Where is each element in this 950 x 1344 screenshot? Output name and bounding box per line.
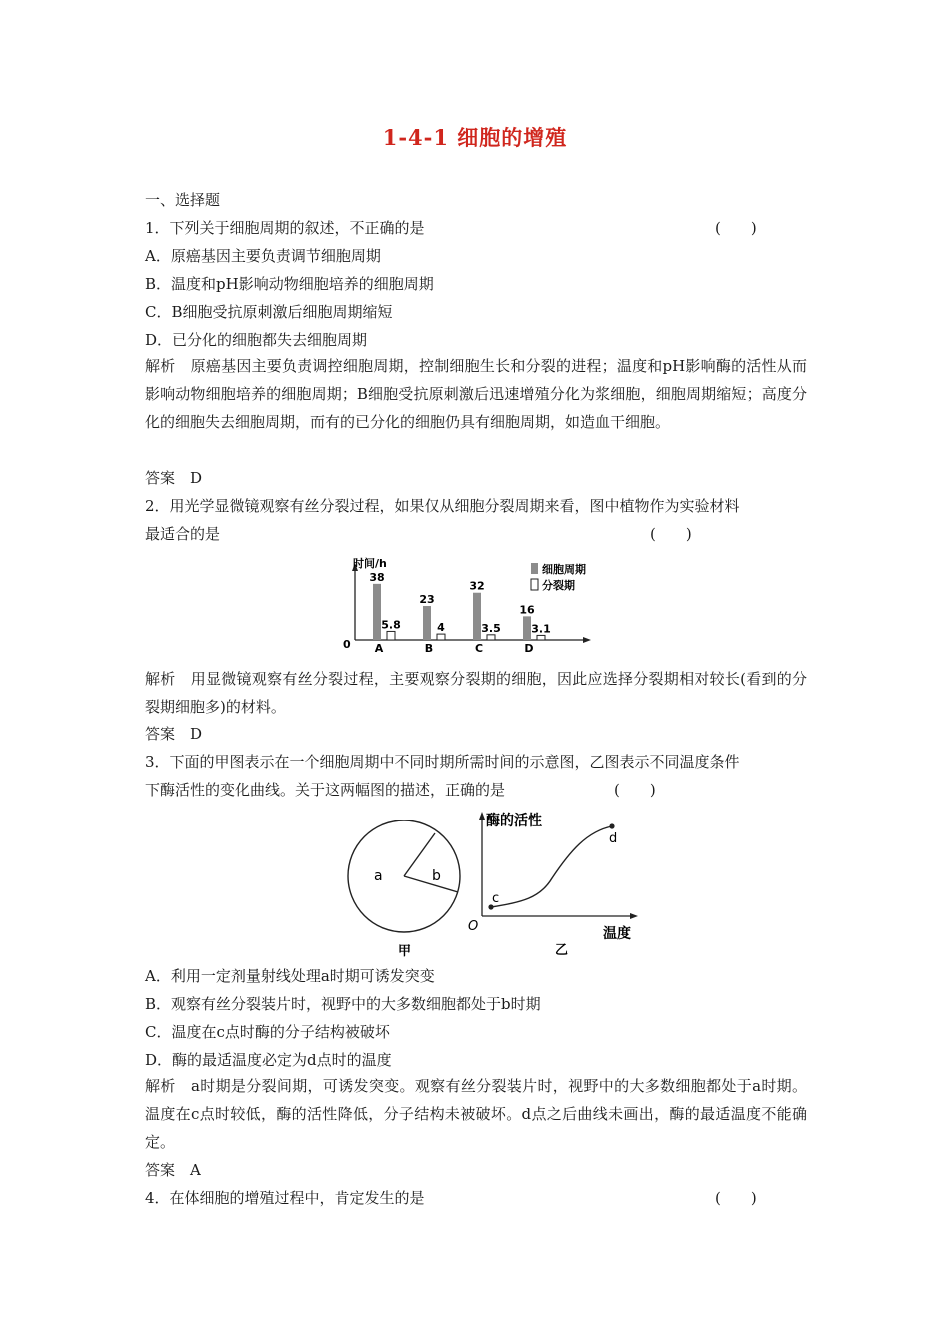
q2-stem-line1: 2．用光学显微镜观察有丝分裂过程，如果仅从细胞分裂周期来看，图中植物作为实验材料 xyxy=(145,497,740,515)
q1-bracket: ( ) xyxy=(715,219,757,237)
bar-cycle-c xyxy=(473,593,481,640)
q1-option-b: B．温度和pH影响动物细胞培养的细胞周期 xyxy=(145,275,434,293)
q3-analysis: 解析 a时期是分裂间期，可诱发突变。观察有丝分裂装片时，视野中的大多数细胞都处于a时期。温度在c点时较低，酶的活性降低，分子结构未被破坏。d点之后曲线未画出，酶的最适温度不能确定。 xyxy=(145,1077,807,1151)
page-title: 1-4-1 细胞的增殖 xyxy=(382,125,568,150)
legend-label-division: 分裂期 xyxy=(542,579,575,592)
q3-stem-line1: 3．下面的甲图表示在一个细胞周期中不同时期所需时间的示意图，乙图表示不同温度条件 xyxy=(145,753,740,771)
yi-ylabel: 酶的活性 xyxy=(486,813,542,829)
legend-label-cycle: 细胞周期 xyxy=(542,563,586,576)
data-label-division-a: 5.8 xyxy=(381,618,401,632)
bar-cycle-a xyxy=(373,584,381,640)
q3-option-d: D．酶的最适温度必定为d点时的温度 xyxy=(145,1051,392,1069)
q3-bracket: ( ) xyxy=(614,781,656,799)
q2-stem-line2: 最适合的是 xyxy=(145,525,221,543)
bar-division-c xyxy=(487,635,495,640)
q1-answer: 答案 D xyxy=(145,469,203,487)
category-label-a: A xyxy=(374,642,384,655)
data-label-cycle-a: 38 xyxy=(369,570,385,584)
x-axis-arrow xyxy=(583,637,591,643)
section-heading: 一、选择题 xyxy=(145,191,221,209)
q4-stem: 4．在体细胞的增殖过程中，肯定发生的是 xyxy=(145,1189,425,1207)
category-label-b: B xyxy=(424,642,434,655)
yi-origin-label: O xyxy=(468,919,479,934)
origin-label: 0 xyxy=(343,638,351,651)
figure-yi xyxy=(462,806,642,961)
bar-division-b xyxy=(437,634,445,640)
category-label-c: C xyxy=(474,642,484,655)
q1-stem: 1．下列关于细胞周期的叙述，不正确的是 xyxy=(145,219,425,237)
q3-option-a: A．利用一定剂量射线处理a时期可诱发突变 xyxy=(145,967,435,985)
point-d-label: d xyxy=(609,831,618,846)
q3-option-c: C．温度在c点时酶的分子结构被破坏 xyxy=(145,1023,390,1041)
y-axis-label: 时间/h xyxy=(353,557,387,570)
bar-cycle-b xyxy=(423,606,431,640)
legend-swatch-division xyxy=(531,579,538,590)
q1-option-c: C．B细胞受抗原刺激后细胞周期缩短 xyxy=(145,303,393,321)
bar-cycle-d xyxy=(523,616,531,640)
q1-option-d: D．已分化的细胞都失去细胞周期 xyxy=(145,331,368,349)
figure-jia-caption: 甲 xyxy=(398,944,412,959)
bar-chart xyxy=(335,555,625,660)
bar-division-d xyxy=(537,635,545,640)
data-label-division-d: 3.1 xyxy=(531,622,551,636)
data-label-cycle-b: 23 xyxy=(419,593,435,607)
q1-analysis: 解析 原癌基因主要负责调控细胞周期，控制细胞生长和分裂的进程；温度和pH影响酶的活性从而影响动物细胞培养的细胞周期；B细胞受抗原刺激后迅速增殖分化为浆细胞，细胞周期缩短；高度分化的细胞失去细胞周期，而有的已分化的细胞仍具有细胞周期，如造血干细胞。 xyxy=(145,357,807,431)
sector-a-label: a xyxy=(374,868,383,884)
category-label-d: D xyxy=(524,642,534,655)
data-label-division-b: 4 xyxy=(437,621,445,635)
q2-analysis: 解析 用显微镜观察有丝分裂过程，主要观察分裂期的细胞，因此应选择分裂期相对较长(看到的分裂期细胞多)的材料。 xyxy=(145,670,807,716)
q1-option-a: A．原癌基因主要负责调节细胞周期 xyxy=(145,247,381,265)
q3-answer: 答案 A xyxy=(145,1161,201,1179)
sector-b-label: b xyxy=(432,868,441,884)
q2-answer: 答案 D xyxy=(145,725,203,743)
q3-stem-line2: 下酶活性的变化曲线。关于这两幅图的描述，正确的是 xyxy=(145,781,506,799)
data-label-division-c: 3.5 xyxy=(481,621,501,635)
q2-bracket: ( ) xyxy=(650,525,692,543)
yi-xlabel: 温度 xyxy=(603,926,631,942)
data-label-cycle-c: 32 xyxy=(469,579,485,593)
data-label-cycle-d: 16 xyxy=(519,603,535,617)
figure-jia xyxy=(340,820,480,960)
figure-yi-caption: 乙 xyxy=(555,943,569,958)
bar-division-a xyxy=(387,631,395,640)
legend-swatch-cycle xyxy=(531,563,538,574)
point-c-label: c xyxy=(492,891,500,906)
q4-bracket: ( ) xyxy=(715,1189,757,1207)
q3-option-b: B．观察有丝分裂装片时，视野中的大多数细胞都处于b时期 xyxy=(145,995,541,1013)
